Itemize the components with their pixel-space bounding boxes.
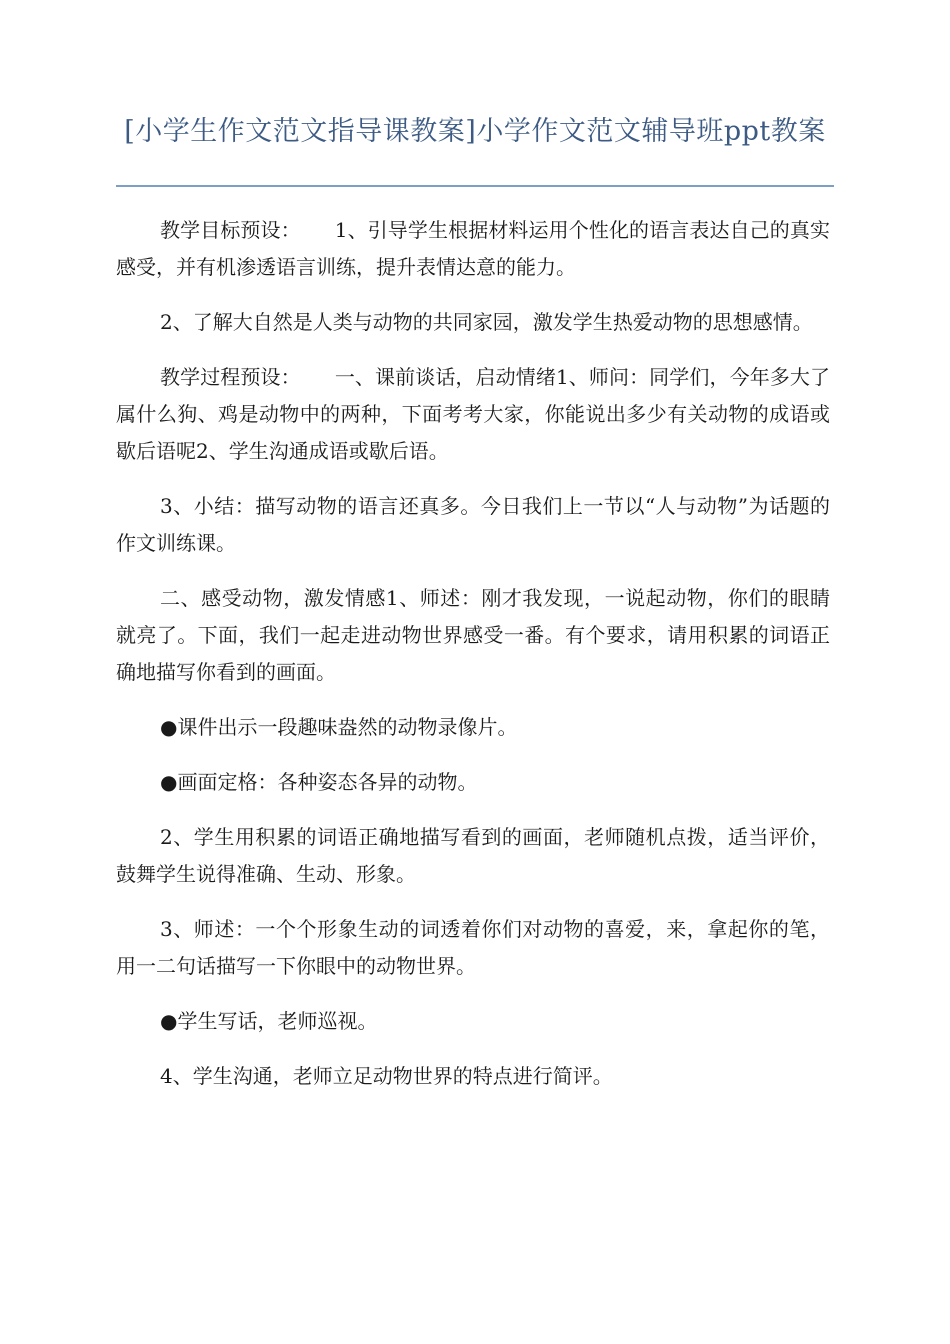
paragraph bbox=[116, 580, 830, 691]
paragraph-text: 2、了解大自然是人类与动物的共同家园，激发学生热爱动物的思想感情。 bbox=[160, 310, 813, 334]
paragraph bbox=[116, 1058, 830, 1095]
paragraph-text: ●学生写话，老师巡视。 bbox=[160, 1009, 378, 1033]
paragraph-text: 一、课前谈话，启动情绪1、师问：同学们，今年多大了属什么狗、鸡是动物中的两种，下面考考大家，你能说出多少有关动物的成语或歇后语呢2、学生沟通成语或歇后语。 bbox=[116, 365, 830, 463]
title-divider bbox=[116, 185, 834, 187]
paragraph bbox=[116, 488, 830, 562]
bullet-paragraph bbox=[116, 709, 830, 746]
paragraph-text: 4、学生沟通，老师立足动物世界的特点进行简评。 bbox=[160, 1064, 613, 1088]
paragraph-text: 3、师述：一个个形象生动的词透着你们对动物的喜爱，来，拿起你的笔，用一二句话描写一下你眼中的动物世界。 bbox=[116, 917, 830, 978]
document-body bbox=[116, 212, 830, 1113]
section-label-objectives: 教学目标预设： bbox=[160, 218, 301, 242]
bullet-paragraph bbox=[116, 1003, 830, 1040]
paragraph-process bbox=[116, 359, 830, 470]
paragraph bbox=[116, 304, 830, 341]
paragraph bbox=[116, 819, 830, 893]
bullet-paragraph bbox=[116, 764, 830, 801]
paragraph-text: 1、引导学生根据材料运用个性化的语言表达自己的真实感受，并有机渗透语言训练，提升表情达意的能力。 bbox=[116, 218, 831, 279]
paragraph-text: 2、学生用积累的词语正确地描写看到的画面，老师随机点拨，适当评价，鼓舞学生说得准确、生动、形象。 bbox=[116, 825, 830, 886]
paragraph-text: 3、小结：描写动物的语言还真多。今日我们上一节以“人与动物”为话题的作文训练课。 bbox=[116, 494, 830, 555]
document-title: [小学生作文范文指导课教案]小学作文范文辅导班ppt教案 bbox=[124, 116, 826, 147]
paragraph-objectives bbox=[116, 212, 830, 286]
paragraph-text: ●画面定格：各种姿态各异的动物。 bbox=[160, 770, 478, 794]
section-label-process: 教学过程预设： bbox=[160, 365, 301, 389]
paragraph-text: 二、感受动物，激发情感1、师述：刚才我发现，一说起动物，你们的眼睛就亮了。下面，我们一起走进动物世界感受一番。有个要求，请用积累的词语正确地描写你看到的画面。 bbox=[116, 586, 830, 684]
paragraph-text: ●课件出示一段趣味盎然的动物录像片。 bbox=[160, 715, 518, 739]
paragraph bbox=[116, 911, 830, 985]
